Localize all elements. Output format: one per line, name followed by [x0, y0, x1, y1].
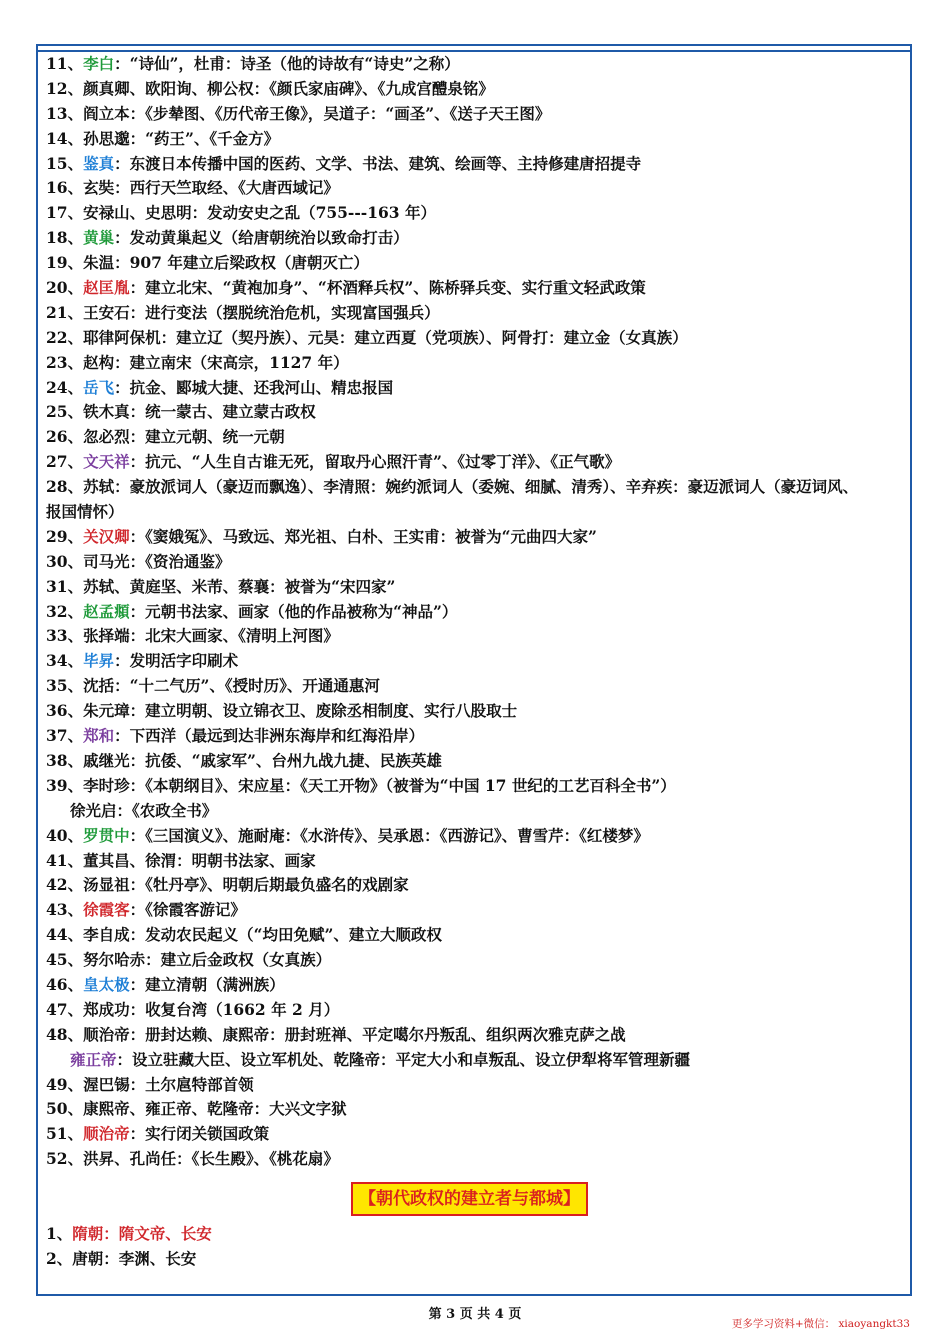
- list-item: [46, 624, 906, 649]
- list-item: [46, 400, 906, 425]
- list-item: [46, 450, 906, 475]
- item-name: 李白: [83, 54, 115, 73]
- list-item: [46, 873, 906, 898]
- item-text: 朱温：907 年建立后梁政权（唐朝灭亡）: [83, 253, 369, 273]
- item-number: 20、: [46, 278, 84, 298]
- section-heading: 【朝代政权的建立者与都城】: [351, 1182, 588, 1216]
- list-item: [46, 251, 906, 276]
- item-name: 罗贯中: [83, 825, 130, 845]
- list-item: [46, 1023, 906, 1048]
- figures-list: [46, 52, 906, 1172]
- item-text: ：发动黄巢起义（给唐朝统治以致命打击）: [114, 228, 409, 248]
- item-text: ：抗金、郾城大捷、还我河山、精忠报国: [114, 377, 394, 397]
- list-item: [46, 699, 906, 724]
- item-text: 苏轼、黄庭坚、米芾、蔡襄：被誉为“宋四家”: [83, 576, 396, 596]
- item-number: 35、: [46, 676, 84, 696]
- item-name: 皇太极: [83, 974, 130, 994]
- item-number: 14、: [46, 128, 84, 148]
- item-number: 12、: [46, 78, 84, 98]
- list-item: [46, 1247, 906, 1272]
- item-text: 报国情怀）: [46, 502, 124, 522]
- item-text: 李自成：发动农民起义（“均田免赋”、建立大顺政权: [83, 925, 442, 945]
- item-name: 雍正帝: [70, 1049, 117, 1069]
- section-heading-wrap: [46, 1172, 906, 1222]
- list-item: [46, 376, 906, 401]
- item-number: 51、: [46, 1124, 84, 1144]
- item-text: ：建立北宋、“黄袍加身”、“杯酒释兵权”、陈桥驿兵变、实行重文轻武政策: [129, 278, 646, 298]
- list-item: [46, 973, 906, 998]
- list-item: [46, 600, 906, 625]
- item-number: 26、: [46, 427, 84, 447]
- list-item: [46, 550, 906, 575]
- list-item: [46, 351, 906, 376]
- list-item: [46, 525, 906, 550]
- watermark-text: 更多学习资料+微信： xiaoyangkt33: [731, 1318, 910, 1330]
- list-item: [46, 1048, 906, 1073]
- item-text: ：东渡日本传播中国的医药、文学、书法、建筑、绘画等、主持修建唐招提寺: [114, 153, 642, 173]
- list-item: [46, 127, 906, 152]
- item-number: 16、: [46, 178, 84, 198]
- item-text: 康熙帝、雍正帝、乾隆帝：大兴文字狱: [83, 1099, 347, 1119]
- list-item: [46, 799, 906, 824]
- item-number: 44、: [46, 925, 84, 945]
- item-number: 24、: [46, 377, 84, 397]
- item-text: ：《三国演义》、施耐庵：《水浒传》、吴承恩：《西游记》、曹雪芹：《红楼梦》: [129, 825, 649, 845]
- item-number: 50、: [46, 1099, 84, 1119]
- item-text: 玄奘：西行天竺取经、《大唐西域记》: [83, 178, 339, 198]
- item-number: 13、: [46, 103, 84, 123]
- item-text: 徐光启：《农政全书》: [70, 800, 218, 820]
- list-item: [46, 998, 906, 1023]
- item-number: 28、: [46, 477, 84, 497]
- item-name: 郑和: [83, 726, 115, 746]
- item-name: 文天祥: [83, 452, 130, 472]
- item-text: 沈括：“十二气历”、《授时历》、开通通惠河: [83, 676, 380, 696]
- list-item: [46, 226, 906, 251]
- item-number: 32、: [46, 601, 84, 621]
- list-item: [46, 102, 906, 127]
- item-text: 安禄山、史思明：发动安史之乱（755---163 年）: [83, 203, 436, 223]
- item-number: 11、: [46, 54, 84, 73]
- document-content: [46, 52, 906, 1272]
- item-name: 赵孟頫: [83, 601, 130, 621]
- item-name: 隋朝：隋文帝、长安: [72, 1224, 212, 1244]
- item-text: 渥巴锡：土尔扈特部首领: [83, 1074, 254, 1094]
- item-number: 22、: [46, 327, 84, 347]
- item-number: 21、: [46, 302, 84, 322]
- list-item: [46, 475, 906, 500]
- list-item: [46, 1122, 906, 1147]
- item-text: 铁木真：统一蒙古、建立蒙古政权: [83, 402, 316, 422]
- dynasty-list: [46, 1222, 906, 1272]
- item-number: 33、: [46, 626, 84, 646]
- item-text: ：发明活字印刷术: [114, 651, 239, 671]
- item-number: 18、: [46, 228, 84, 248]
- list-item: [46, 749, 906, 774]
- list-item: [46, 898, 906, 923]
- item-name: 岳飞: [83, 377, 115, 397]
- item-text: 郑成功：收复台湾（1662 年 2 月）: [83, 999, 340, 1019]
- item-number: 46、: [46, 974, 84, 994]
- item-number: 23、: [46, 352, 84, 372]
- item-text: 耶律阿保机：建立辽（契丹族）、元昊：建立西夏（党项族）、阿骨打：建立金（女真族）: [83, 327, 688, 347]
- item-name: 关汉卿: [83, 526, 130, 546]
- list-item: [46, 1073, 906, 1098]
- item-text: 忽必烈：建立元朝、统一元朝: [83, 427, 285, 447]
- item-text: 唐朝：李渊、长安: [72, 1248, 197, 1268]
- item-number: 34、: [46, 651, 84, 671]
- list-item: [46, 52, 906, 77]
- item-number: 1、: [46, 1224, 73, 1244]
- item-text: ：下西洋（最远到达非洲东海岸和红海沿岸）: [114, 726, 425, 746]
- item-text: 朱元璋：建立明朝、设立锦衣卫、废除丞相制度、实行八股取士: [83, 701, 518, 721]
- list-item: [46, 77, 906, 102]
- item-number: 29、: [46, 526, 84, 546]
- item-number: 47、: [46, 999, 84, 1019]
- item-number: 49、: [46, 1074, 84, 1094]
- list-item: [46, 326, 906, 351]
- item-number: 41、: [46, 850, 84, 870]
- list-item: [46, 674, 906, 699]
- item-number: 42、: [46, 875, 84, 895]
- list-item: [46, 301, 906, 326]
- item-name: 黄巢: [83, 228, 115, 248]
- item-text: ：“诗仙”，杜甫：诗圣（他的诗故有“诗史”之称）: [114, 54, 460, 73]
- item-number: 43、: [46, 900, 84, 920]
- list-item: [46, 152, 906, 177]
- item-text: 张择端：北宋大画家、《清明上河图》: [83, 626, 339, 646]
- item-text: ：建立清朝（满洲族）: [129, 974, 285, 994]
- item-name: 徐霞客: [83, 900, 130, 920]
- item-name: 赵匡胤: [83, 278, 130, 298]
- item-text: ：《窦娥冤》、马致远、郑光祖、白朴、王实甫：被誉为“元曲四大家”: [129, 526, 597, 546]
- item-number: 17、: [46, 203, 84, 223]
- item-name: 顺治帝: [83, 1124, 130, 1144]
- item-text: 阎立本：《步辇图、《历代帝王像》，吴道子：“画圣”、《送子天王图》: [83, 103, 551, 123]
- item-number: 31、: [46, 576, 84, 596]
- item-number: 38、: [46, 750, 84, 770]
- page-number: 第 3 页 共 4 页: [428, 1307, 522, 1322]
- list-item: [46, 649, 906, 674]
- item-text: 李时珍：《本朝纲目》、宋应星：《天工开物》（被誉为“中国 17 世纪的工艺百科全书”）: [83, 775, 676, 795]
- list-item: [46, 176, 906, 201]
- list-item: [46, 276, 906, 301]
- item-text: ：实行闭关锁国政策: [129, 1124, 270, 1144]
- list-item: [46, 923, 906, 948]
- list-item: [46, 849, 906, 874]
- item-name: 毕昇: [83, 651, 115, 671]
- list-item: [46, 1097, 906, 1122]
- list-item: [46, 425, 906, 450]
- list-item: [46, 1222, 906, 1247]
- item-number: 30、: [46, 551, 84, 571]
- item-number: 36、: [46, 701, 84, 721]
- item-text: ：设立驻藏大臣、设立军机处、乾隆帝：平定大小和卓叛乱、设立伊犁将军管理新疆: [116, 1049, 691, 1069]
- item-text: 赵构：建立南宋（宋高宗，1127 年）: [83, 352, 349, 372]
- item-text: ：抗元、“人生自古谁无死，留取丹心照汗青”、《过零丁洋》、《正气歌》: [129, 452, 621, 472]
- item-number: 48、: [46, 1024, 84, 1044]
- item-number: 19、: [46, 253, 84, 273]
- item-text: ：元朝书法家、画家（他的作品被称为“神品”）: [129, 601, 458, 621]
- item-name: 鉴真: [83, 153, 115, 173]
- item-text: 洪昇、孔尚任：《长生殿》、《桃花扇》: [83, 1149, 339, 1169]
- item-text: 孙思邈：“药王”、《千金方》: [83, 128, 280, 148]
- list-item: [46, 948, 906, 973]
- list-item: [46, 724, 906, 749]
- item-text: 顺治帝：册封达赖、康熙帝：册封班禅、平定噶尔丹叛乱、组织两次雅克萨之战: [83, 1024, 626, 1044]
- item-number: 37、: [46, 726, 84, 746]
- item-text: 颜真卿、欧阳询、柳公权：《颜氏家庙碑》、《九成宫醴泉铭》: [83, 78, 494, 98]
- item-text: ：《徐霞客游记》: [129, 900, 246, 920]
- item-number: 52、: [46, 1149, 84, 1169]
- list-item: [46, 1147, 906, 1172]
- list-item: [46, 824, 906, 849]
- item-number: 40、: [46, 825, 84, 845]
- list-item: [46, 201, 906, 226]
- item-number: 39、: [46, 775, 84, 795]
- item-text: 汤显祖：《牡丹亭》、明朝后期最负盛名的戏剧家: [83, 875, 409, 895]
- item-number: 2、: [46, 1248, 73, 1268]
- item-number: 15、: [46, 153, 84, 173]
- list-item: [46, 774, 906, 799]
- item-text: 苏轼：豪放派词人（豪迈而飘逸）、李清照：婉约派词人（委婉、细腻、清秀）、辛弃疾：豪迈派词人（豪迈词风、: [83, 477, 859, 497]
- item-text: 王安石：进行变法（摆脱统治危机，实现富国强兵）: [83, 302, 440, 322]
- item-number: 45、: [46, 950, 84, 970]
- list-item: [46, 500, 906, 525]
- item-number: 27、: [46, 452, 84, 472]
- item-text: 戚继光：抗倭、“戚家军”、台州九战九捷、民族英雄: [83, 750, 442, 770]
- list-item: [46, 575, 906, 600]
- item-number: 25、: [46, 402, 84, 422]
- item-text: 董其昌、徐渭：明朝书法家、画家: [83, 850, 316, 870]
- item-text: 努尔哈赤：建立后金政权（女真族）: [83, 950, 332, 970]
- item-text: 司马光：《资治通鉴》: [83, 551, 231, 571]
